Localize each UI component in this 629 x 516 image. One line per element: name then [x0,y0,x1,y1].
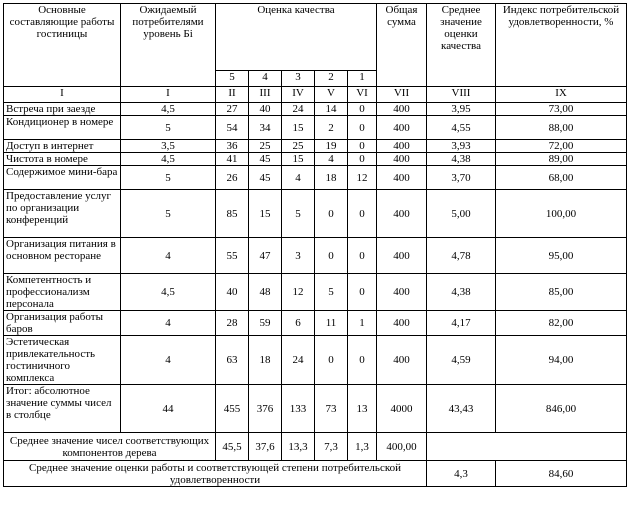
row-cell-s4: 59 [249,311,282,336]
row-cell-s3: 25 [282,140,315,153]
mean-cell-total: 400,00 [377,433,427,461]
row-cell-s4: 47 [249,238,282,274]
row-cell-s3: 15 [282,153,315,166]
row-cell-total: 400 [377,274,427,311]
row-cell-avg: 3,93 [427,140,496,153]
score-header: 4 [249,71,282,87]
score-header: 1 [348,71,377,87]
row-label: Итог: абсолютное значение суммы чисел в столбце [4,385,121,433]
row-label: Компетентность и профессионализм персонала [4,274,121,311]
table-row [4,153,627,166]
table-row [4,238,627,274]
row-cell-avg: 4,78 [427,238,496,274]
row-cell-s4: 34 [249,116,282,140]
row-cell-s1: 0 [348,140,377,153]
row-cell-s2: 11 [315,311,348,336]
row-cell-b: 5 [121,190,216,238]
row-cell-idx: 95,00 [496,238,627,274]
row-cell-s1: 0 [348,274,377,311]
row-cell-s5: 54 [216,116,249,140]
row-cell-total: 400 [377,116,427,140]
row-cell-b: 4,5 [121,103,216,116]
row-cell-s5: 28 [216,311,249,336]
row-cell-s4: 18 [249,336,282,385]
mean-cell-s3: 13,3 [282,433,315,461]
row-cell-s1: 0 [348,190,377,238]
row-cell-s2: 2 [315,116,348,140]
roman-numeral: I [4,87,121,103]
final-cell-idx: 84,60 [496,461,627,487]
row-cell-avg: 4,38 [427,274,496,311]
mean-cell-s5: 45,5 [216,433,249,461]
row-label: Предоставление услуг по организации конференций [4,190,121,238]
mean-cell-s4: 37,6 [249,433,282,461]
row-cell-s5: 26 [216,166,249,190]
row-cell-avg: 43,43 [427,385,496,433]
row-cell-s2: 73 [315,385,348,433]
row-cell-total: 400 [377,140,427,153]
table-row [4,116,627,140]
row-cell-avg: 3,95 [427,103,496,116]
row-cell-s5: 40 [216,274,249,311]
row-cell-b: 4,5 [121,274,216,311]
row-cell-avg: 4,38 [427,153,496,166]
row-cell-total: 400 [377,336,427,385]
row-cell-s4: 45 [249,166,282,190]
roman-numeral: VII [377,87,427,103]
row-cell-s1: 13 [348,385,377,433]
header-avg: Среднее значение оценки качества [427,4,496,87]
row-cell-idx: 73,00 [496,103,627,116]
mean-row-empty [427,433,627,461]
row-cell-s4: 45 [249,153,282,166]
row-cell-s3: 4 [282,166,315,190]
roman-numeral: III [249,87,282,103]
row-cell-s1: 0 [348,336,377,385]
final-row [4,461,627,487]
row-cell-idx: 846,00 [496,385,627,433]
row-cell-s4: 376 [249,385,282,433]
table-row [4,190,627,238]
row-cell-s4: 25 [249,140,282,153]
roman-numeral: V [315,87,348,103]
row-cell-idx: 88,00 [496,116,627,140]
roman-numeral: I [121,87,216,103]
row-cell-s1: 0 [348,116,377,140]
row-cell-avg: 3,70 [427,166,496,190]
row-cell-b: 4 [121,336,216,385]
row-cell-s5: 55 [216,238,249,274]
roman-numeral: VIII [427,87,496,103]
table-row [4,140,627,153]
row-cell-s3: 3 [282,238,315,274]
satisfaction-table [3,3,627,487]
row-cell-idx: 85,00 [496,274,627,311]
table-row [4,274,627,311]
row-cell-total: 4000 [377,385,427,433]
row-cell-total: 400 [377,238,427,274]
row-cell-total: 400 [377,311,427,336]
row-cell-idx: 94,00 [496,336,627,385]
row-cell-s5: 63 [216,336,249,385]
score-header: 3 [282,71,315,87]
row-cell-s4: 40 [249,103,282,116]
row-cell-s3: 15 [282,116,315,140]
row-cell-s1: 12 [348,166,377,190]
row-cell-s2: 19 [315,140,348,153]
row-cell-s3: 12 [282,274,315,311]
row-cell-idx: 72,00 [496,140,627,153]
score-header: 2 [315,71,348,87]
row-cell-s2: 18 [315,166,348,190]
row-cell-s1: 0 [348,103,377,116]
row-cell-b: 5 [121,166,216,190]
final-cell-avg: 4,3 [427,461,496,487]
row-cell-s1: 0 [348,153,377,166]
row-cell-s2: 0 [315,190,348,238]
row-cell-s1: 1 [348,311,377,336]
row-cell-b: 44 [121,385,216,433]
final-row-label: Среднее значение оценки работы и соответствующей степени потребительской удовлетворенности [4,461,427,487]
row-cell-s3: 133 [282,385,315,433]
row-cell-total: 400 [377,103,427,116]
row-cell-b: 4,5 [121,153,216,166]
header-index: Индекс потребительской удовлетворенности, % [496,4,627,87]
mean-row [4,433,627,461]
table-row [4,103,627,116]
header-component: Основные составляющие работы гостиницы [4,4,121,87]
row-cell-s5: 455 [216,385,249,433]
row-cell-b: 5 [121,116,216,140]
mean-cell-s1: 1,3 [348,433,377,461]
row-cell-avg: 4,17 [427,311,496,336]
row-cell-s1: 0 [348,238,377,274]
row-cell-s3: 5 [282,190,315,238]
row-cell-avg: 4,59 [427,336,496,385]
row-label: Эстетическая привлекательность гостиничного комплекса [4,336,121,385]
row-label: Доступ в интернет [4,140,121,153]
table-row [4,336,627,385]
row-cell-s4: 15 [249,190,282,238]
row-cell-idx: 100,00 [496,190,627,238]
row-cell-s5: 85 [216,190,249,238]
row-cell-avg: 4,55 [427,116,496,140]
row-cell-s2: 0 [315,238,348,274]
header-total: Общая сумма [377,4,427,87]
row-cell-b: 3,5 [121,140,216,153]
row-label: Организация работы баров [4,311,121,336]
row-cell-s5: 41 [216,153,249,166]
row-label: Чистота в номере [4,153,121,166]
mean-row-label: Среднее значение чисел соответствующих компонентов дерева [4,433,216,461]
row-cell-s2: 4 [315,153,348,166]
row-cell-total: 400 [377,166,427,190]
table-row [4,385,627,433]
row-cell-s2: 14 [315,103,348,116]
row-cell-b: 4 [121,311,216,336]
row-cell-s5: 27 [216,103,249,116]
row-cell-total: 400 [377,153,427,166]
row-label: Кондиционер в номере [4,116,121,140]
row-label: Встреча при заезде [4,103,121,116]
row-cell-idx: 68,00 [496,166,627,190]
header-quality: Оценка качества [216,4,377,71]
table-row [4,311,627,336]
row-cell-s4: 48 [249,274,282,311]
row-cell-s3: 6 [282,311,315,336]
roman-numeral: II [216,87,249,103]
roman-numeral: IX [496,87,627,103]
row-cell-s3: 24 [282,103,315,116]
row-cell-s2: 0 [315,336,348,385]
row-cell-s3: 24 [282,336,315,385]
row-label: Содержимое мини-бара [4,166,121,190]
roman-numeral: VI [348,87,377,103]
row-cell-idx: 89,00 [496,153,627,166]
row-cell-total: 400 [377,190,427,238]
mean-cell-s2: 7,3 [315,433,348,461]
score-header: 5 [216,71,249,87]
row-cell-idx: 82,00 [496,311,627,336]
row-cell-avg: 5,00 [427,190,496,238]
row-label: Организация питания в основном ресторане [4,238,121,274]
row-cell-b: 4 [121,238,216,274]
roman-numeral: IV [282,87,315,103]
header-expected: Ожидаемый потребителями уровень Бi [121,4,216,87]
row-cell-s2: 5 [315,274,348,311]
row-cell-s5: 36 [216,140,249,153]
table-row [4,166,627,190]
